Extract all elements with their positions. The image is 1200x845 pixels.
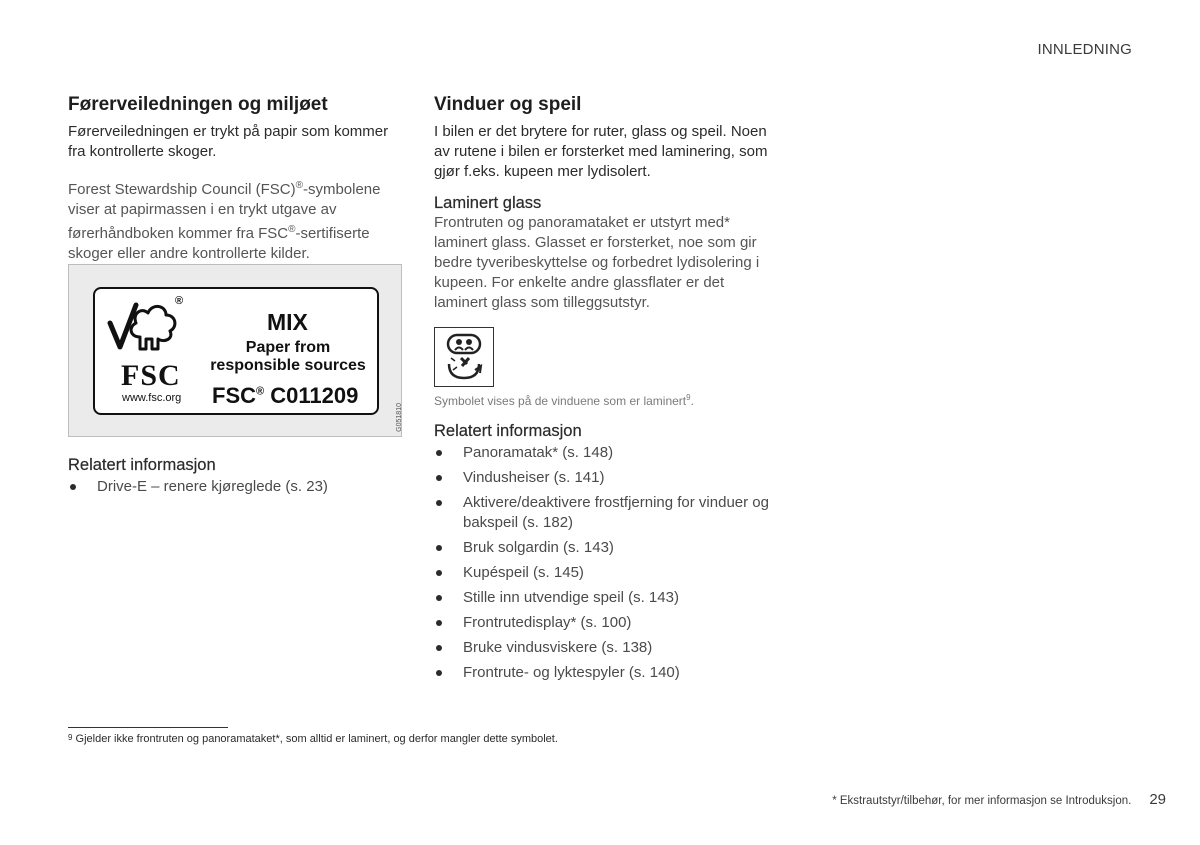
laminated-glass-symbol-icon (434, 327, 494, 387)
page-footer (832, 791, 1166, 808)
laminated-glass-graphic (435, 328, 493, 386)
related-link[interactable]: Frontrute- og lyktespyler (s. 140) (434, 663, 774, 683)
related-link[interactable]: Drive-E – renere kjøreglede (s. 23) (68, 477, 403, 497)
related-link[interactable]: Vindusheiser (s. 141) (434, 468, 774, 488)
image-code: G051810 (396, 403, 403, 432)
left-related-title: Relatert informasjon (68, 456, 216, 474)
middle-title: Vinduer og speil (434, 94, 582, 115)
footnote: $^9$ Gjelder ikke frontruten og panoramataket*, som alltid er laminert, og derfor mangler dette symbolet. (68, 733, 558, 745)
page-number: 29 (1149, 791, 1166, 808)
related-link[interactable]: Bruk solgardin (s. 143) (434, 538, 774, 558)
footnote-divider (68, 727, 228, 728)
fsc-paper-label: Paper from responsible sources (210, 339, 366, 374)
fsc-mix-label: MIX (267, 309, 308, 335)
left-column (68, 94, 403, 264)
laminated-body: Frontruten og panoramataket er utstyrt med* laminert glass. Glasset er forsterket, noe som gir bedre tyveribeskyttelse og forbedret lydisolering i kupeen. For enkelte andre glassflater er det laminert glass som tilleggsutstyr. (434, 214, 760, 311)
left-body: Forest Stewardship Council (FSC)®-symbolene viser at papirmassen i en trykt utgave av førerhåndboken kommer fra FSC®-sertifiserte skoger eller andre kontrollerte kilder. (68, 180, 381, 262)
middle-lead: I bilen er det brytere for ruter, glass og speil. Noen av rutene i bilen er forsterket med laminering, som gjør f.eks. kupeen mer lydisolert. (434, 123, 768, 180)
related-link[interactable]: Aktivere/deaktivere frostfjerning for vinduer og bakspeil (s. 182) (434, 493, 774, 533)
footer-note: * Ekstrautstyr/tilbehør, for mer informasjon se Introduksjon. (832, 795, 1132, 807)
related-link[interactable]: Stille inn utvendige speil (s. 143) (434, 588, 774, 608)
fsc-wordmark: FSC (121, 359, 181, 392)
left-related-list (68, 477, 403, 497)
left-lead: Førerveiledningen er trykt på papir som kommer fra kontrollerte skoger. (68, 123, 389, 160)
fsc-logo (93, 287, 379, 415)
fsc-url: www.fsc.org (122, 392, 182, 404)
related-link[interactable]: Kupéspeil (s. 145) (434, 563, 774, 583)
fsc-logo-panel (68, 264, 402, 437)
middle-related-title: Relatert informasjon (434, 422, 582, 440)
left-related (68, 456, 403, 502)
fsc-reg-mark: ® (175, 295, 184, 307)
symbol-caption: Symbolet vises på de vinduene som er laminert$^9$. (434, 393, 694, 408)
middle-related-list (434, 443, 774, 683)
fsc-tree-icon (106, 297, 186, 359)
left-title: Førerveiledningen og miljøet (68, 94, 328, 115)
middle-column (434, 94, 774, 688)
fsc-license-code: FSC® C011209 (212, 383, 359, 408)
related-link[interactable]: Bruke vindusviskere (s. 138) (434, 638, 774, 658)
related-link[interactable]: Panoramatak* (s. 148) (434, 443, 774, 463)
related-link[interactable]: Frontrutedisplay* (s. 100) (434, 613, 774, 633)
section-header: INNLEDNING (1037, 41, 1132, 58)
laminated-title: Laminert glass (434, 194, 542, 212)
